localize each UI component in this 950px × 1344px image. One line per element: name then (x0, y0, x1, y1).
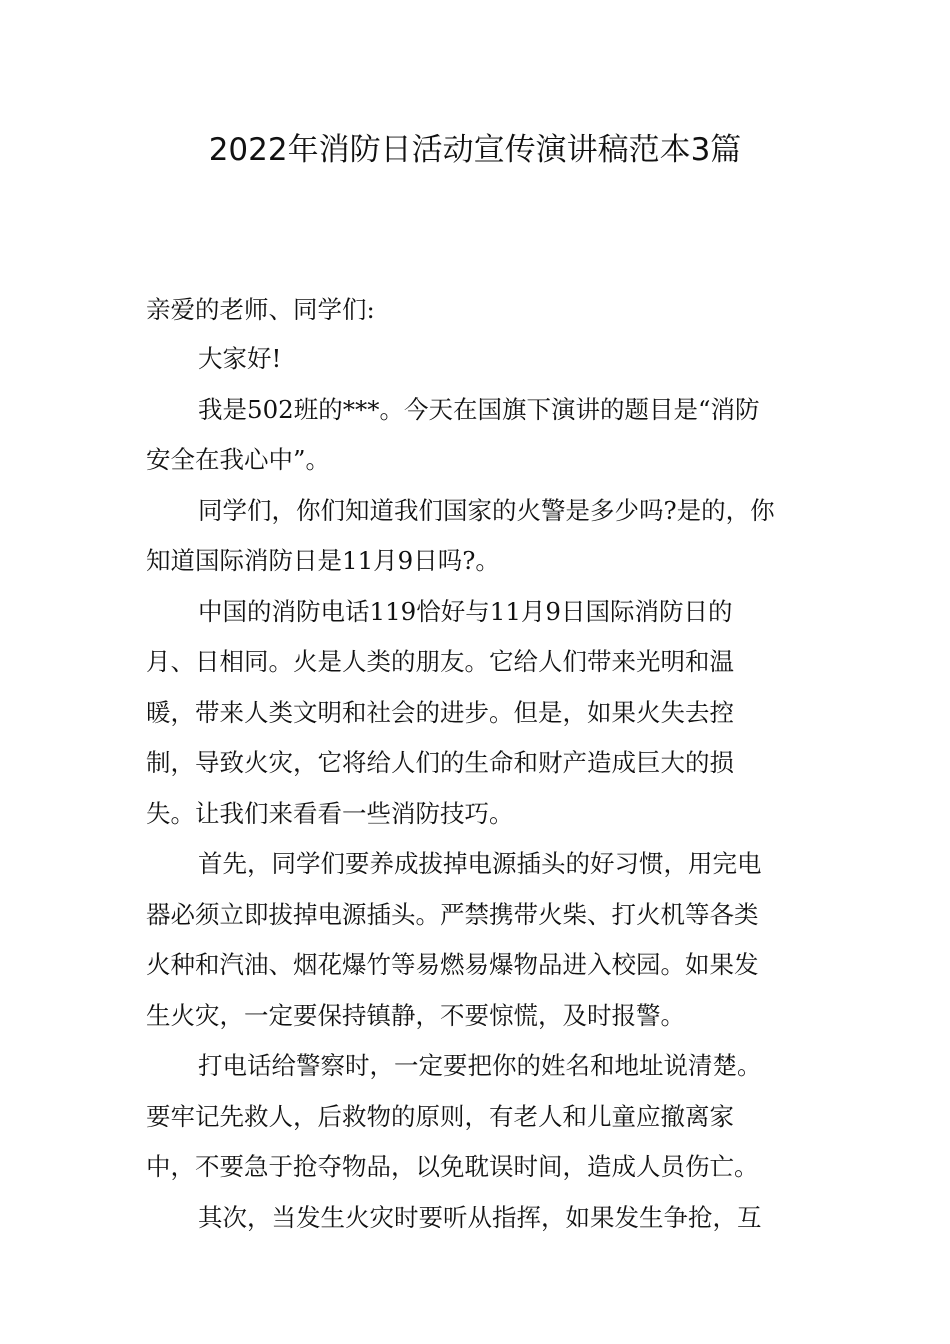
paragraph-line: 暖，带来人类文明和社会的进步。但是，如果火失去控 (146, 697, 734, 727)
paragraph-line: 中国的消防电话119恰好与11月9日国际消防日的 (198, 596, 733, 626)
paragraph-line: 失。让我们来看看一些消防技巧。 (146, 798, 514, 828)
paragraph-line: 我是502班的***。今天在国旗下演讲的题目是“消防 (198, 394, 760, 424)
paragraph-line: 火种和汽油、烟花爆竹等易燃易爆物品进入校园。如果发 (146, 950, 759, 979)
paragraph-line: 同学们，你们知道我们国家的火警是多少吗?是的，你 (198, 495, 775, 525)
paragraph-line: 首先，同学们要养成拔掉电源插头的好习惯，用完电 (198, 849, 762, 878)
paragraph-line: 中，不要急于抢夺物品，以免耽误时间，造成人员伤亡。 (146, 1152, 759, 1181)
paragraph-line: 制，导致火灾，它将给人们的生命和财产造成巨大的损 (146, 748, 734, 777)
paragraph-line: 打电话给警察时，一定要把你的姓名和地址说清楚。 (198, 1051, 762, 1080)
paragraph-line: 安全在我心中”。 (146, 445, 331, 474)
greeting-line: 大家好! (198, 344, 282, 373)
document-title: 2022年消防日活动宣传演讲稿范本3篇 (208, 132, 742, 168)
paragraph-line: 器必须立即拔掉电源插头。严禁携带火柴、打火机等各类 (146, 899, 759, 929)
paragraph-line: 月、日相同。火是人类的朋友。它给人们带来光明和温 (146, 647, 734, 676)
paragraph-line: 知道国际消防日是11月9日吗?。 (146, 546, 500, 575)
salutation-line: 亲爱的老师、同学们: (146, 295, 375, 324)
paragraph-line: 其次，当发生火灾时要听从指挥，如果发生争抢，互 (198, 1202, 762, 1232)
paragraph-line: 生火灾，一定要保持镇静，不要惊慌，及时报警。 (146, 1000, 685, 1030)
document-body (146, 286, 806, 1243)
paragraph-line: 要牢记先救人，后救物的原则，有老人和儿童应撤离家 (146, 1101, 734, 1131)
